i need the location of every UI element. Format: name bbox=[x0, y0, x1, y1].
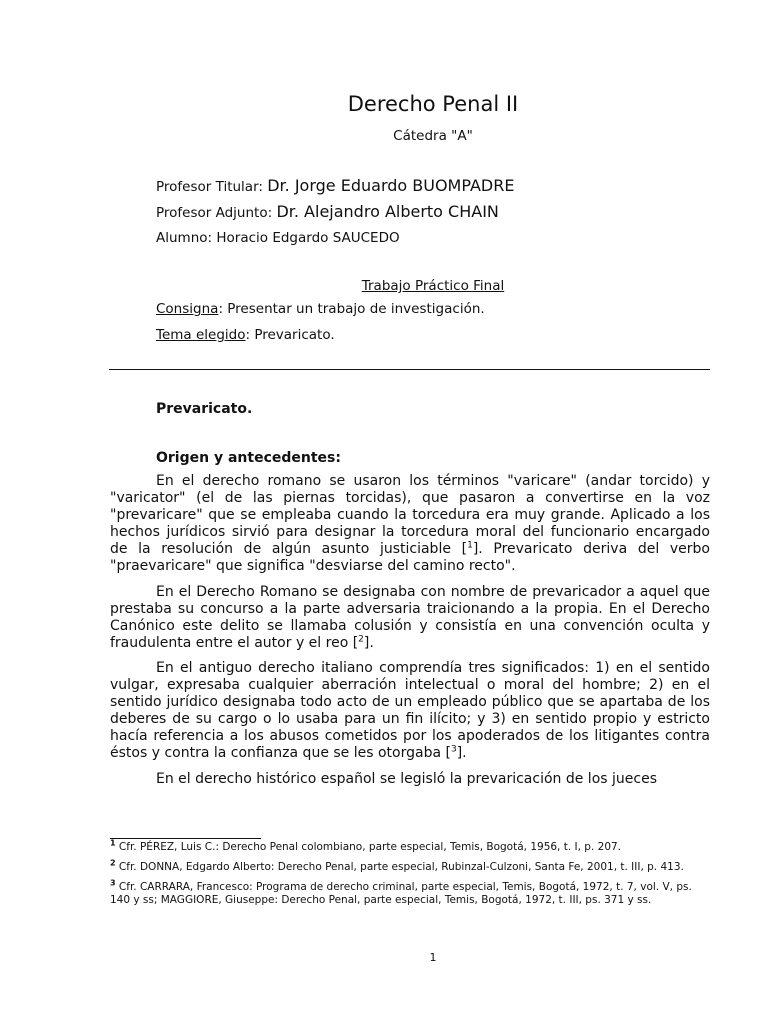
footnotes bbox=[110, 838, 710, 914]
alumno-label: Alumno: bbox=[156, 230, 213, 246]
footnote-ref-2[interactable]: 2 bbox=[358, 634, 364, 645]
profesor-adjunto-name: Dr. Alejandro Alberto CHAIN bbox=[276, 202, 499, 221]
consigna-text: : Presentar un trabajo de investigación. bbox=[218, 301, 485, 317]
consigna-line bbox=[156, 301, 485, 317]
tema-label: Tema elegido bbox=[156, 327, 246, 343]
consigna-label: Consigna bbox=[156, 301, 219, 317]
horizontal-divider bbox=[109, 369, 710, 370]
section-heading: Prevaricato. bbox=[156, 401, 253, 417]
profesor-titular-label: Profesor Titular: bbox=[156, 179, 263, 195]
document-title: Derecho Penal II bbox=[347, 92, 519, 116]
tema-text: : Prevaricato. bbox=[245, 327, 335, 343]
alumno-name: Horacio Edgardo SAUCEDO bbox=[216, 230, 400, 246]
body-text bbox=[110, 473, 710, 788]
profesor-titular-name: Dr. Jorge Eduardo BUOMPADRE bbox=[267, 176, 515, 195]
profesor-adjunto-label: Profesor Adjunto: bbox=[156, 205, 273, 221]
paragraph-4: En el derecho histórico español se legisló la prevaricación de los jueces bbox=[156, 770, 657, 787]
document-subtitle: Cátedra "A" bbox=[393, 128, 473, 144]
footnote-ref-3[interactable]: 3 bbox=[450, 744, 457, 755]
page-number: 1 bbox=[429, 951, 437, 964]
paragraph-2: En el Derecho Romano se designaba con nombre de prevaricador a aquel que prestaba su concurso a la parte adversaria traicionando a la propia. En el Derecho Canónico este delito se llamaba colusión y consistía en una convención oculta y fraudulenta entre el autor y el reo [$^2$]. bbox=[110, 583, 710, 651]
footnote-ref-1[interactable]: 1 bbox=[467, 540, 473, 551]
profesor-titular-line bbox=[156, 176, 514, 195]
footnote-separator bbox=[110, 838, 261, 839]
tema-line bbox=[156, 327, 335, 343]
alumno-line bbox=[156, 230, 400, 246]
paragraph-3: En el antiguo derecho italiano comprendía tres significados: 1) en el sentido vulgar, expresaba cualquier aberración intelectual o moral del hombre; 2) en el sentido jurídico designaba todo acto de un empleado público que se apartaba de los deberes de su cargo o lo usaba para un fin ilícito; y 3) en sentido propio y estricto hacía referencia a los abusos cometidos por los apoderados de los litigantes contra éstos y contra la confianza que se les otorgaba [$^3$]. bbox=[110, 659, 710, 762]
footnote-2: $^2$ Cfr. DONNA, Edgardo Alberto: Derecho Penal, parte especial, Rubinzal-Culzoni, Santa Fe, 2001, t. III, p. 413. bbox=[110, 858, 684, 873]
profesor-adjunto-line bbox=[156, 202, 499, 221]
paragraph-1: En el derecho romano se usaron los términos "varicare" (andar torcido) y "varicator" (el de las piernas torcidas), que pasaron a convertirse en la voz "prevaricare" que se empleaba cuando la torcedura era muy grande. Aplicado a los hechos jurídicos sirvió para designar la torcedura moral del funcionario encargado de la resolución de algún asunto justiciable [$^1$]. Prevaricato deriva del verbo "praevaricare" que significa "desviarse del camino recto". bbox=[110, 473, 710, 575]
footnote-1: $^1$ Cfr. PÉREZ, Luis C.: Derecho Penal colombiano, parte especial, Temis, Bogotá, 1956, t. I, p. 207. bbox=[110, 838, 622, 853]
trabajo-practico-heading: Trabajo Práctico Final bbox=[361, 278, 505, 294]
section-subheading: Origen y antecedentes: bbox=[156, 450, 341, 466]
footnote-3: $^3$ Cfr. CARRARA, Francesco: Programa de derecho criminal, parte especial, Temis, Bogotá, 1972, t. 7, vol. V, ps. 140 y ss; MAGGIORE, Giuseppe: Derecho Penal, parte especial, Temis, Bogotá, 1972, t. III, ps. 371 y ss. bbox=[110, 878, 692, 906]
